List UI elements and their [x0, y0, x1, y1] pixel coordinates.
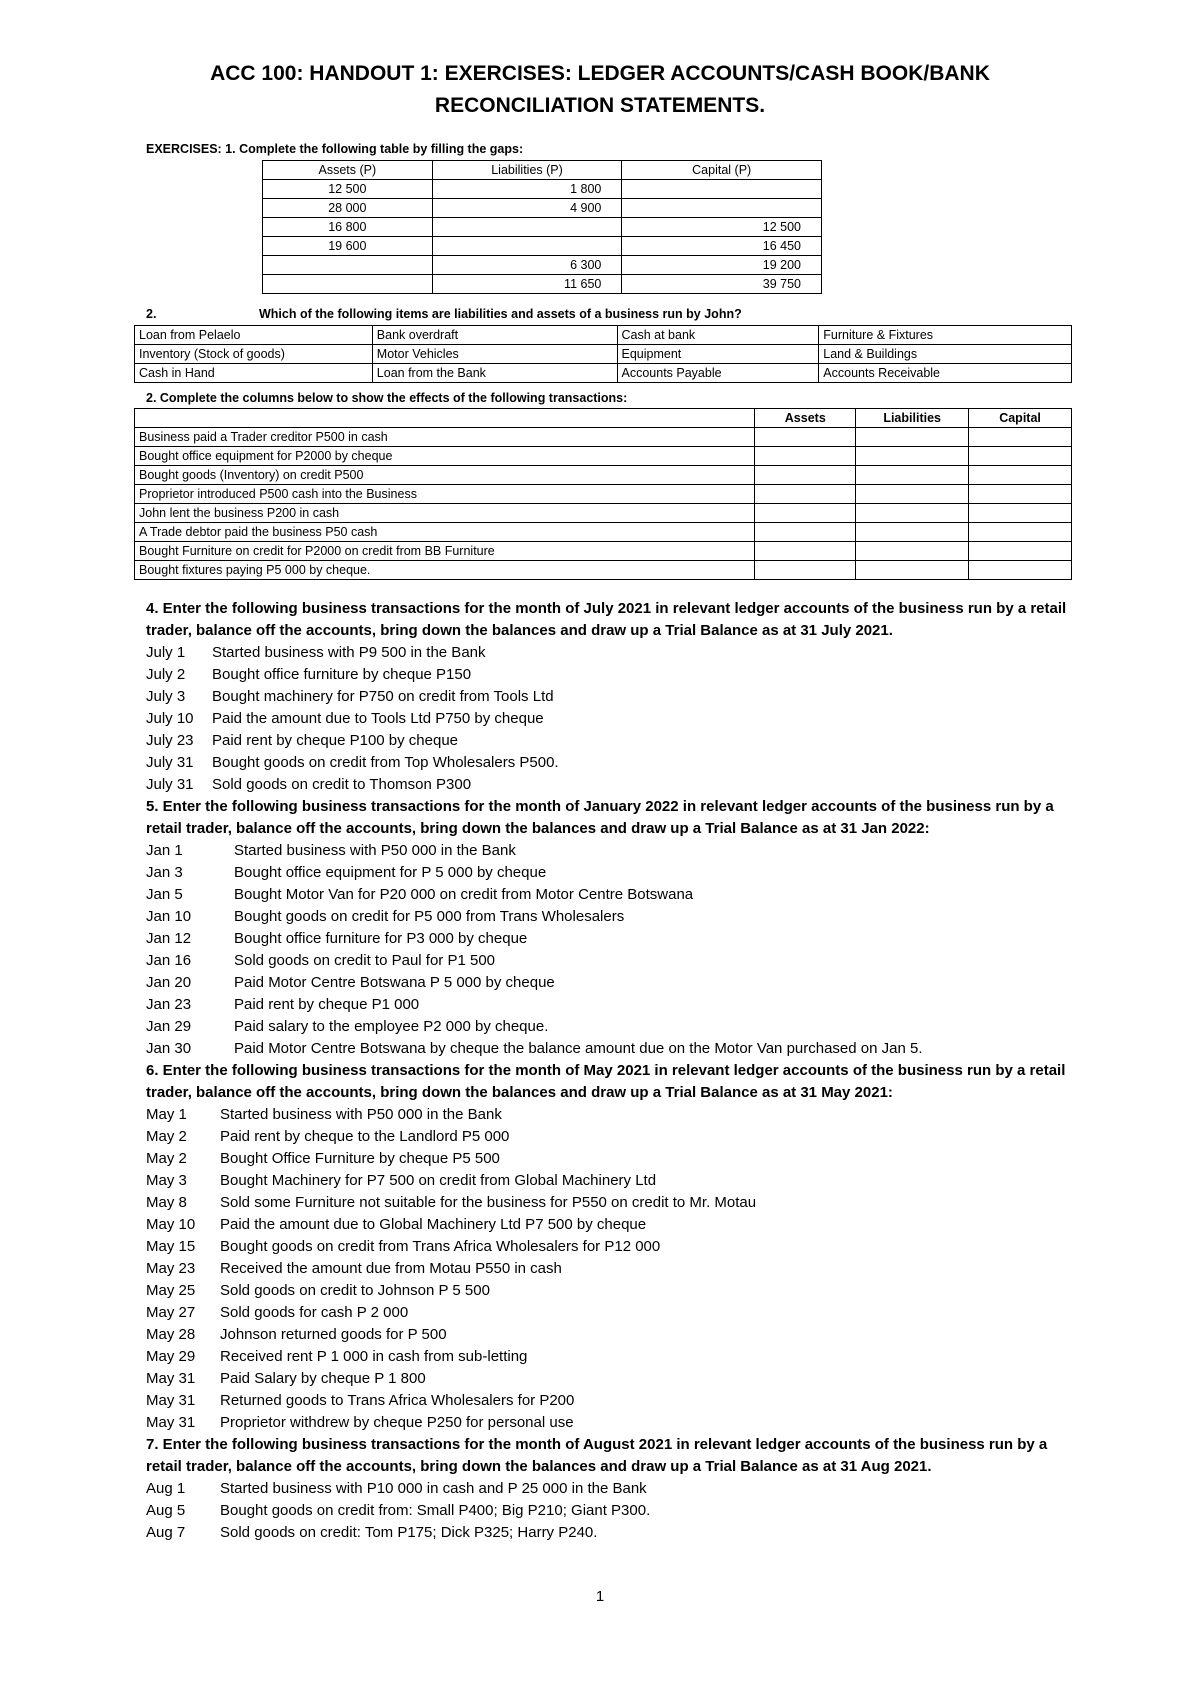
- effects-row: [135, 485, 1072, 504]
- transaction-date: Aug 7: [146, 1524, 186, 1541]
- gaps-cell: 39 750: [622, 275, 822, 294]
- transaction-date: Jan 10: [146, 908, 192, 925]
- capital-cell: [969, 561, 1072, 580]
- transaction-date: Jan 16: [146, 952, 192, 969]
- exercise-block: [146, 598, 1076, 796]
- transaction-date: July 23: [146, 732, 194, 749]
- gaps-cell: 12 500: [263, 180, 433, 199]
- exercise-block: [146, 796, 1076, 1060]
- page-title-line-2: RECONCILIATION STATEMENTS.: [434, 94, 766, 117]
- effects-header-cell: Capital: [969, 409, 1072, 428]
- transaction-text: Sold goods on credit to Paul for P1 500: [234, 952, 496, 969]
- transaction-date: May 1: [146, 1106, 187, 1123]
- transaction-text: Paid Salary by cheque P 1 800: [220, 1370, 426, 1387]
- assets-cell: [755, 523, 856, 542]
- transaction-date: May 28: [146, 1326, 196, 1343]
- effects-row: [135, 466, 1072, 485]
- transaction-text: Sold some Furniture not suitable for the business for P550 on credit to Mr. Motau: [220, 1194, 757, 1211]
- transaction-text: Bought Motor Van for P20 000 on credit from Motor Centre Botswana: [234, 886, 694, 903]
- gaps-cell: 19 200: [622, 256, 822, 275]
- transaction-line: [146, 1236, 1076, 1258]
- transaction-line: [146, 862, 1076, 884]
- items-cell: Furniture & Fixtures: [819, 326, 1072, 345]
- transaction-text: Bought office equipment for P 5 000 by cheque: [234, 864, 547, 881]
- effects-header-cell: Assets: [755, 409, 856, 428]
- exercise-1-label: EXERCISES: 1. Complete the following table by filling the gaps:: [146, 142, 524, 156]
- exercise-2-label: [146, 307, 742, 321]
- transaction-text: Sold goods for cash P 2 000: [220, 1304, 409, 1321]
- gaps-row: [263, 275, 822, 294]
- effects-header-cell: [135, 409, 755, 428]
- transaction-date: May 25: [146, 1282, 196, 1299]
- transaction-line: [146, 1412, 1076, 1434]
- items-cell: Bank overdraft: [372, 326, 617, 345]
- assets-cell: [755, 466, 856, 485]
- gaps-header-row: [263, 161, 822, 180]
- transaction-text: Paid salary to the employee P2 000 by cheque.: [234, 1018, 549, 1035]
- gaps-cell: 11 650: [432, 275, 622, 294]
- transaction-line: [146, 752, 1076, 774]
- exercise-heading: 5. Enter the following business transactions for the month of January 2022 in relevant ledger accounts of the business run by a retail trader, balance off the accounts, bring down the balances and draw up a Trial Balance as at 31 Jan 2022:: [146, 798, 1054, 837]
- exercise-heading: 7. Enter the following business transactions for the month of August 2021 in relevant ledger accounts of the business run by a retail trader, balance off the accounts, bring down the balances and draw up a Trial Balance as at 31 Aug 2021.: [146, 1436, 1048, 1475]
- transaction-cell: A Trade debtor paid the business P50 cash: [135, 523, 755, 542]
- capital-cell: [969, 504, 1072, 523]
- exercise-heading: 4. Enter the following business transactions for the month of July 2021 in relevant ledger accounts of the business run by a retail trader, balance off the accounts, bring down the balances and draw up a Trial Balance as at 31 July 2021.: [146, 600, 1067, 639]
- gaps-cell: [432, 237, 622, 256]
- transaction-line: [146, 1478, 1076, 1500]
- transaction-date: May 27: [146, 1304, 196, 1321]
- transaction-line: [146, 730, 1076, 752]
- effects-row: [135, 428, 1072, 447]
- transaction-text: Bought office furniture for P3 000 by cheque: [234, 930, 528, 947]
- transaction-text: Johnson returned goods for P 500: [220, 1326, 447, 1343]
- transaction-text: Sold goods on credit: Tom P175; Dick P325; Harry P240.: [220, 1524, 598, 1541]
- transaction-text: Sold goods on credit to Thomson P300: [212, 776, 472, 793]
- transaction-line: [146, 774, 1076, 796]
- gaps-cell: 19 600: [263, 237, 433, 256]
- transaction-line: [146, 664, 1076, 686]
- gaps-row: [263, 199, 822, 218]
- transaction-date: Jan 23: [146, 996, 192, 1013]
- liabilities-cell: [856, 523, 969, 542]
- page-number: 1: [595, 1588, 605, 1605]
- assets-cell: [755, 485, 856, 504]
- items-cell: Cash at bank: [617, 326, 819, 345]
- gaps-row: [263, 218, 822, 237]
- transaction-line: [146, 1324, 1076, 1346]
- transaction-cell: Bought goods (Inventory) on credit P500: [135, 466, 755, 485]
- transaction-line: [146, 1368, 1076, 1390]
- transaction-cell: Bought Furniture on credit for P2000 on credit from BB Furniture: [135, 542, 755, 561]
- transaction-date: Aug 5: [146, 1502, 186, 1519]
- gaps-header-cell: Assets (P): [263, 161, 433, 180]
- transaction-text: Bought goods on credit from Trans Africa Wholesalers for P12 000: [220, 1238, 661, 1255]
- capital-cell: [969, 485, 1072, 504]
- transaction-text: Bought Machinery for P7 500 on credit from Global Machinery Ltd: [220, 1172, 657, 1189]
- transaction-text: Proprietor withdrew by cheque P250 for personal use: [220, 1414, 574, 1431]
- liabilities-cell: [856, 447, 969, 466]
- transaction-line: [146, 1126, 1076, 1148]
- gaps-table: [262, 160, 822, 294]
- items-row: [135, 364, 1072, 383]
- transaction-date: May 15: [146, 1238, 196, 1255]
- transaction-date: July 31: [146, 776, 194, 793]
- transaction-text: Returned goods to Trans Africa Wholesalers for P200: [220, 1392, 575, 1409]
- assets-cell: [755, 504, 856, 523]
- transaction-line: [146, 686, 1076, 708]
- transaction-text: Started business with P50 000 in the Bank: [220, 1106, 502, 1123]
- capital-cell: [969, 542, 1072, 561]
- items-cell: Equipment: [617, 345, 819, 364]
- items-row: [135, 345, 1072, 364]
- exercises-list: [146, 598, 1076, 1544]
- transaction-text: Bought goods on credit from: Small P400; Big P210; Giant P300.: [220, 1502, 651, 1519]
- effects-row: [135, 542, 1072, 561]
- transaction-line: [146, 642, 1076, 664]
- transaction-line: [146, 1192, 1076, 1214]
- transaction-date: May 31: [146, 1370, 196, 1387]
- transaction-date: May 29: [146, 1348, 196, 1365]
- liabilities-cell: [856, 466, 969, 485]
- transaction-cell: Bought fixtures paying P5 000 by cheque.: [135, 561, 755, 580]
- transaction-text: Bought office furniture by cheque P150: [212, 666, 472, 683]
- transaction-text: Paid Motor Centre Botswana P 5 000 by cheque: [234, 974, 555, 991]
- transaction-text: Started business with P9 500 in the Bank: [212, 644, 486, 661]
- transaction-line: [146, 928, 1076, 950]
- assets-cell: [755, 428, 856, 447]
- transaction-date: May 31: [146, 1392, 196, 1409]
- transaction-text: Paid the amount due to Tools Ltd P750 by cheque: [212, 710, 544, 727]
- transaction-date: May 8: [146, 1194, 187, 1211]
- transaction-line: [146, 840, 1076, 862]
- items-cell: Loan from Pelaelo: [135, 326, 373, 345]
- items-cell: Accounts Payable: [617, 364, 819, 383]
- gaps-header-cell: Capital (P): [622, 161, 822, 180]
- exercise-heading: 6. Enter the following business transactions for the month of May 2021 in relevant ledger accounts of the business run by a retail trader, balance off the accounts, bring down the balances and draw up a Trial Balance as at 31 May 2021:: [146, 1062, 1066, 1101]
- items-cell: Land & Buildings: [819, 345, 1072, 364]
- gaps-row: [263, 256, 822, 275]
- transaction-cell: Proprietor introduced P500 cash into the Business: [135, 485, 755, 504]
- gaps-row: [263, 237, 822, 256]
- transaction-text: Started business with P10 000 in cash and P 25 000 in the Bank: [220, 1480, 647, 1497]
- effects-row: [135, 447, 1072, 466]
- capital-cell: [969, 447, 1072, 466]
- items-cell: Loan from the Bank: [372, 364, 617, 383]
- transaction-date: July 31: [146, 754, 194, 771]
- transaction-date: May 31: [146, 1414, 196, 1431]
- transaction-text: Paid rent by cheque P100 by cheque: [212, 732, 459, 749]
- liabilities-cell: [856, 485, 969, 504]
- exercise-2-number: 2.: [146, 307, 157, 321]
- exercise-block: [146, 1434, 1076, 1544]
- transaction-date: May 3: [146, 1172, 187, 1189]
- transaction-line: [146, 1500, 1076, 1522]
- gaps-cell: 28 000: [263, 199, 433, 218]
- transaction-line: [146, 1258, 1076, 1280]
- gaps-cell: 4 900: [432, 199, 622, 218]
- items-row: [135, 326, 1072, 345]
- items-cell: Accounts Receivable: [819, 364, 1072, 383]
- transaction-line: [146, 994, 1076, 1016]
- gaps-cell: [263, 256, 433, 275]
- gaps-cell: [622, 199, 822, 218]
- gaps-cell: 1 800: [432, 180, 622, 199]
- transaction-date: Jan 5: [146, 886, 183, 903]
- gaps-cell: 16 450: [622, 237, 822, 256]
- gaps-cell: 12 500: [622, 218, 822, 237]
- effects-header-cell: Liabilities: [856, 409, 969, 428]
- assets-cell: [755, 561, 856, 580]
- transaction-line: [146, 972, 1076, 994]
- transaction-date: Jan 20: [146, 974, 192, 991]
- liabilities-cell: [856, 542, 969, 561]
- transaction-date: May 2: [146, 1150, 187, 1167]
- assets-cell: [755, 447, 856, 466]
- transaction-line: [146, 1104, 1076, 1126]
- exercise-3-label: 2. Complete the columns below to show the effects of the following transactions:: [146, 391, 628, 405]
- transaction-text: Paid Motor Centre Botswana by cheque the balance amount due on the Motor Van purchased on Jan 5.: [234, 1040, 923, 1057]
- assets-cell: [755, 542, 856, 561]
- gaps-cell: [263, 275, 433, 294]
- transaction-text: Bought Office Furniture by cheque P5 500: [220, 1150, 500, 1167]
- transaction-text: Received the amount due from Motau P550 in cash: [220, 1260, 562, 1277]
- gaps-cell: 6 300: [432, 256, 622, 275]
- transaction-line: [146, 708, 1076, 730]
- transaction-text: Bought machinery for P750 on credit from Tools Ltd: [212, 688, 554, 705]
- transaction-date: May 2: [146, 1128, 187, 1145]
- transaction-line: [146, 1280, 1076, 1302]
- transaction-text: Received rent P 1 000 in cash from sub-letting: [220, 1348, 528, 1365]
- transaction-line: [146, 1390, 1076, 1412]
- transaction-line: [146, 1214, 1076, 1236]
- items-table: [134, 325, 1072, 383]
- transaction-line: [146, 906, 1076, 928]
- gaps-header-cell: Liabilities (P): [432, 161, 622, 180]
- effects-table: [134, 408, 1072, 580]
- transaction-text: Bought goods on credit from Top Wholesalers P500.: [212, 754, 559, 771]
- transaction-cell: Bought office equipment for P2000 by cheque: [135, 447, 755, 466]
- transaction-line: [146, 884, 1076, 906]
- transaction-line: [146, 1016, 1076, 1038]
- effects-row: [135, 504, 1072, 523]
- exercise-2-text: Which of the following items are liabilities and assets of a business run by John?: [259, 307, 742, 321]
- items-cell: Inventory (Stock of goods): [135, 345, 373, 364]
- transaction-line: [146, 1522, 1076, 1544]
- transaction-text: Sold goods on credit to Johnson P 5 500: [220, 1282, 490, 1299]
- transaction-line: [146, 1170, 1076, 1192]
- liabilities-cell: [856, 561, 969, 580]
- capital-cell: [969, 466, 1072, 485]
- items-cell: Motor Vehicles: [372, 345, 617, 364]
- transaction-text: Paid the amount due to Global Machinery Ltd P7 500 by cheque: [220, 1216, 647, 1233]
- transaction-date: July 10: [146, 710, 194, 727]
- effects-row: [135, 561, 1072, 580]
- transaction-date: May 23: [146, 1260, 196, 1277]
- capital-cell: [969, 523, 1072, 542]
- transaction-line: [146, 1038, 1076, 1060]
- transaction-date: Jan 1: [146, 842, 183, 859]
- effects-header-row: [135, 409, 1072, 428]
- transaction-date: Jan 30: [146, 1040, 192, 1057]
- transaction-date: Aug 1: [146, 1480, 186, 1497]
- transaction-date: Jan 3: [146, 864, 183, 881]
- items-cell: Cash in Hand: [135, 364, 373, 383]
- gaps-row: [263, 180, 822, 199]
- transaction-date: July 2: [146, 666, 186, 683]
- liabilities-cell: [856, 428, 969, 447]
- exercise-block: [146, 1060, 1076, 1434]
- gaps-cell: [432, 218, 622, 237]
- transaction-date: July 3: [146, 688, 186, 705]
- gaps-cell: 16 800: [263, 218, 433, 237]
- transaction-text: Bought goods on credit for P5 000 from Trans Wholesalers: [234, 908, 625, 925]
- gaps-cell: [622, 180, 822, 199]
- transaction-date: May 10: [146, 1216, 196, 1233]
- capital-cell: [969, 428, 1072, 447]
- transaction-cell: John lent the business P200 in cash: [135, 504, 755, 523]
- transaction-cell: Business paid a Trader creditor P500 in cash: [135, 428, 755, 447]
- transaction-line: [146, 1346, 1076, 1368]
- liabilities-cell: [856, 504, 969, 523]
- transaction-text: Started business with P50 000 in the Bank: [234, 842, 516, 859]
- transaction-line: [146, 1148, 1076, 1170]
- effects-row: [135, 523, 1072, 542]
- page-title-line-1: ACC 100: HANDOUT 1: EXERCISES: LEDGER ACCOUNTS/CASH BOOK/BANK: [210, 62, 990, 85]
- transaction-text: Paid rent by cheque to the Landlord P5 000: [220, 1128, 510, 1145]
- transaction-date: July 1: [146, 644, 186, 661]
- transaction-line: [146, 950, 1076, 972]
- transaction-date: Jan 12: [146, 930, 192, 947]
- transaction-line: [146, 1302, 1076, 1324]
- transaction-date: Jan 29: [146, 1018, 192, 1035]
- transaction-text: Paid rent by cheque P1 000: [234, 996, 420, 1013]
